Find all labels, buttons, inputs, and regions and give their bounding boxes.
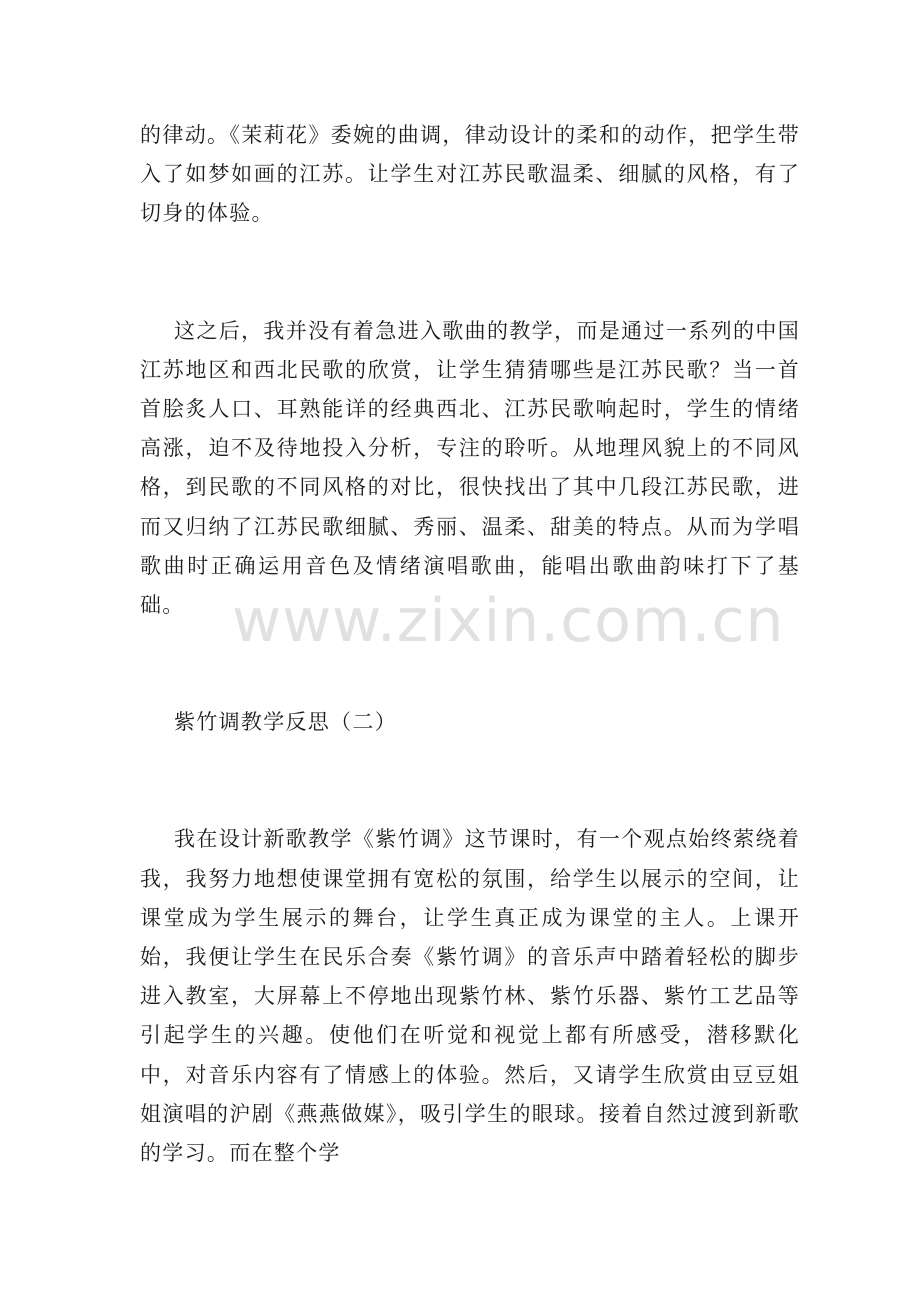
watermark: www.zixin.com.cn (232, 586, 785, 656)
document-body (140, 116, 800, 1173)
paragraph-continuation: 的律动。《茉莉花》委婉的曲调，律动设计的柔和的动作，把学生带入了如梦如画的江苏。让学生对江苏民歌温柔、细腻的风格，有了切身的体验。 (140, 123, 800, 226)
section-heading: 紫竹调教学反思（二） (174, 710, 397, 735)
paragraph-body: 这之后，我并没有着急进入歌曲的教学，而是通过一系列的中国江苏地区和西北民歌的欣赏，让学生猜猜哪些是江苏民歌？当一首首脍炙人口、耳熟能详的经典西北、江苏民歌响起时，学生的情绪高涨，迫不及待地投入分析，专注的聆听。从地理风貌上的不同风格，到民歌的不同风格的对比，很快找出了其中几段江苏民歌，进而又归纳了江苏民歌细腻、秀丽、温柔、甜美的特点。从而为学唱歌曲时正确运用音色及情绪演唱歌曲，能唱出歌曲韵味打下了基础。 (140, 318, 800, 618)
paragraph-section-body: 我在设计新歌教学《紫竹调》这节课时，有一个观点始终萦绕着我，我努力地想使课堂拥有宽松的氛围，给学生以展示的空间，让课堂成为学生展示的舞台，让学生真正成为课堂的主人。上课开始，我便让学生在民乐合奏《紫竹调》的音乐声中踏着轻松的脚步进入教室，大屏幕上不停地出现紫竹林、紫竹乐器、紫竹工艺品等引起学生的兴趣。使他们在听觉和视觉上都有所感受，潜移默化中，对音乐内容有了情感上的体验。然后，又请学生欣赏由豆豆姐姐演唱的沪剧《燕燕做媒》，吸引学生的眼球。接着自然过渡到新歌的学习。而在整个学 (140, 827, 800, 1166)
